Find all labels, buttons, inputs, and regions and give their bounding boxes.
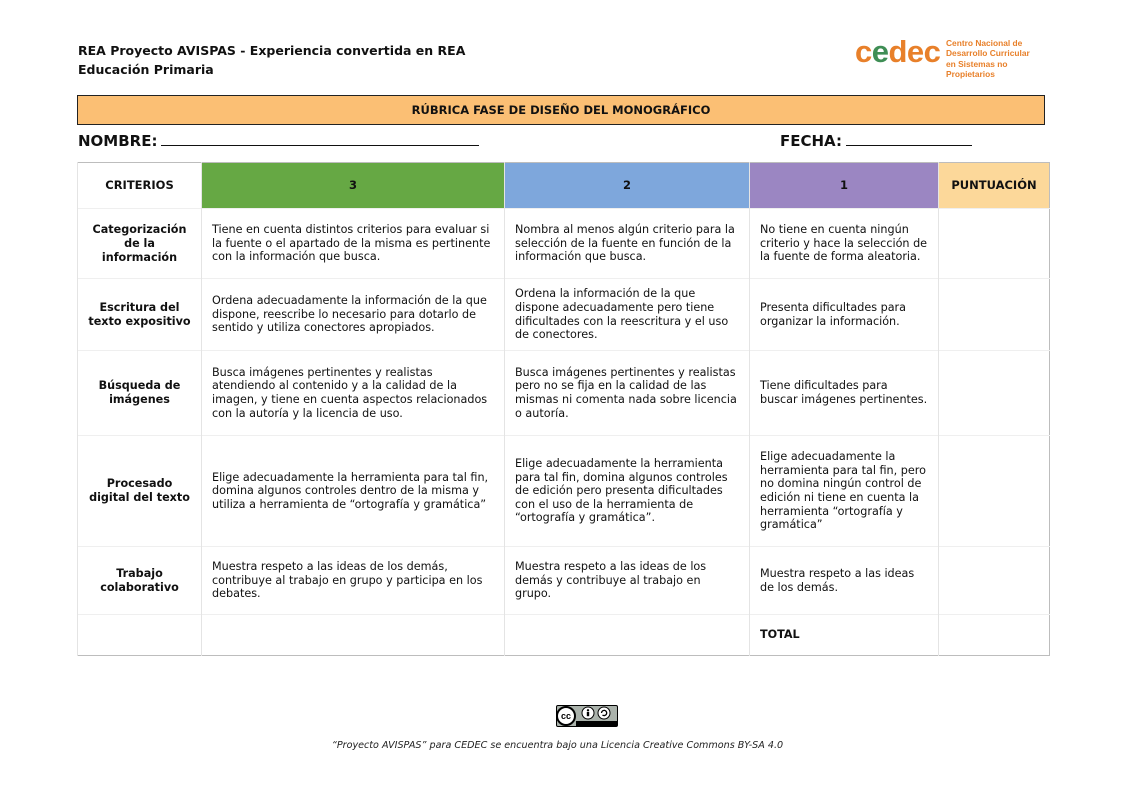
empty-cell [505, 615, 750, 656]
header-score: PUNTUACIÓN [939, 163, 1050, 209]
cc-by-sa-icon[interactable] [556, 705, 618, 727]
table-header-row [78, 163, 1050, 209]
table-row [78, 279, 1050, 351]
cedec-logo-word: cedec [855, 34, 941, 69]
date-field [780, 131, 972, 150]
level-3-cell: Ordena adecuadamente la información de la que dispone, reescribe lo necesario para dotarlo de sentido y utiliza conectores apropiados. [202, 279, 505, 351]
date-blank-line [846, 131, 972, 146]
header-line-project: REA Proyecto AVISPAS - Experiencia convertida en REA [78, 43, 466, 58]
level-2-cell: Ordena la información de la que dispone adecuadamente pero tiene dificultades con la reescritura y el uso de conectores. [505, 279, 750, 351]
total-score-cell[interactable] [939, 615, 1050, 656]
score-cell[interactable] [939, 436, 1050, 547]
level-1-cell: Tiene dificultades para buscar imágenes pertinentes. [750, 351, 939, 436]
table-row [78, 436, 1050, 547]
score-cell[interactable] [939, 209, 1050, 279]
level-2-cell: Muestra respeto a las ideas de los demás y contribuye al trabajo en grupo. [505, 547, 750, 615]
header-level-3: 3 [202, 163, 505, 209]
table-row [78, 351, 1050, 436]
score-cell[interactable] [939, 351, 1050, 436]
name-field [78, 131, 479, 150]
level-1-cell: No tiene en cuenta ningún criterio y hace la selección de la fuente de forma aleatoria. [750, 209, 939, 279]
level-2-cell: Busca imágenes pertinentes y realistas pero no se fija en la calidad de las mismas ni comenta nada sobre licencia o autoría. [505, 351, 750, 436]
criterion-cell: Búsqueda de imágenes [78, 351, 202, 436]
total-row [78, 615, 1050, 656]
document-header [78, 41, 465, 79]
level-3-cell: Muestra respeto a las ideas de los demás, contribuye al trabajo en grupo y participa en los debates. [202, 547, 505, 615]
cedec-logo [855, 34, 1045, 80]
table-row [78, 209, 1050, 279]
header-level-1: 1 [750, 163, 939, 209]
name-blank-line [161, 131, 479, 146]
level-2-cell: Elige adecuadamente la herramienta para tal fin, domina algunos controles de edición pero presenta dificultades con el uso de la herramienta de “ortografía y gramática”. [505, 436, 750, 547]
score-cell[interactable] [939, 279, 1050, 351]
level-1-cell: Presenta dificultades para organizar la información. [750, 279, 939, 351]
level-3-cell: Tiene en cuenta distintos criterios para evaluar si la fuente o el apartado de la misma es pertinente con la información que busca. [202, 209, 505, 279]
name-label: NOMBRE: [78, 132, 158, 150]
empty-cell [78, 615, 202, 656]
score-cell[interactable] [939, 547, 1050, 615]
table-row [78, 547, 1050, 615]
level-2-cell: Nombra al menos algún criterio para la selección de la fuente en función de la información que busca. [505, 209, 750, 279]
date-label: FECHA: [780, 132, 842, 150]
header-criteria: CRITERIOS [78, 163, 202, 209]
empty-cell [202, 615, 505, 656]
rubric-table [77, 162, 1050, 656]
level-1-cell: Muestra respeto a las ideas de los demás. [750, 547, 939, 615]
level-1-cell: Elige adecuadamente la herramienta para tal fin, pero no domina ningún control de edición ni tiene en cuenta la herramienta “ortografía y gramática” [750, 436, 939, 547]
criterion-cell: Trabajo colaborativo [78, 547, 202, 615]
level-3-cell: Busca imágenes pertinentes y realistas atendiendo al contenido y a la calidad de la imagen, y tiene en cuenta aspectos relacionados con la autoría y la licencia de uso. [202, 351, 505, 436]
cedec-logo-subtitle: Centro Nacional de Desarrollo Curricular en Sistemas no Propietarios [946, 38, 1030, 80]
criterion-cell: Categorización de la información [78, 209, 202, 279]
header-level-2: 2 [505, 163, 750, 209]
level-3-cell: Elige adecuadamente la herramienta para tal fin, domina algunos controles dentro de la misma y utiliza a herramienta de “ortografía y gramática” [202, 436, 505, 547]
rubric-title: RÚBRICA FASE DE DISEÑO DEL MONOGRÁFICO [77, 95, 1045, 125]
criterion-cell: Procesado digital del texto [78, 436, 202, 547]
header-line-level: Educación Primaria [78, 62, 214, 77]
criterion-cell: Escritura del texto expositivo [78, 279, 202, 351]
license-text: “Proyecto AVISPAS” para CEDEC se encuentra bajo una Licencia Creative Commons BY-SA 4.0 [331, 740, 784, 751]
svg-text:cc: cc [560, 711, 572, 721]
total-label: TOTAL [750, 615, 939, 656]
